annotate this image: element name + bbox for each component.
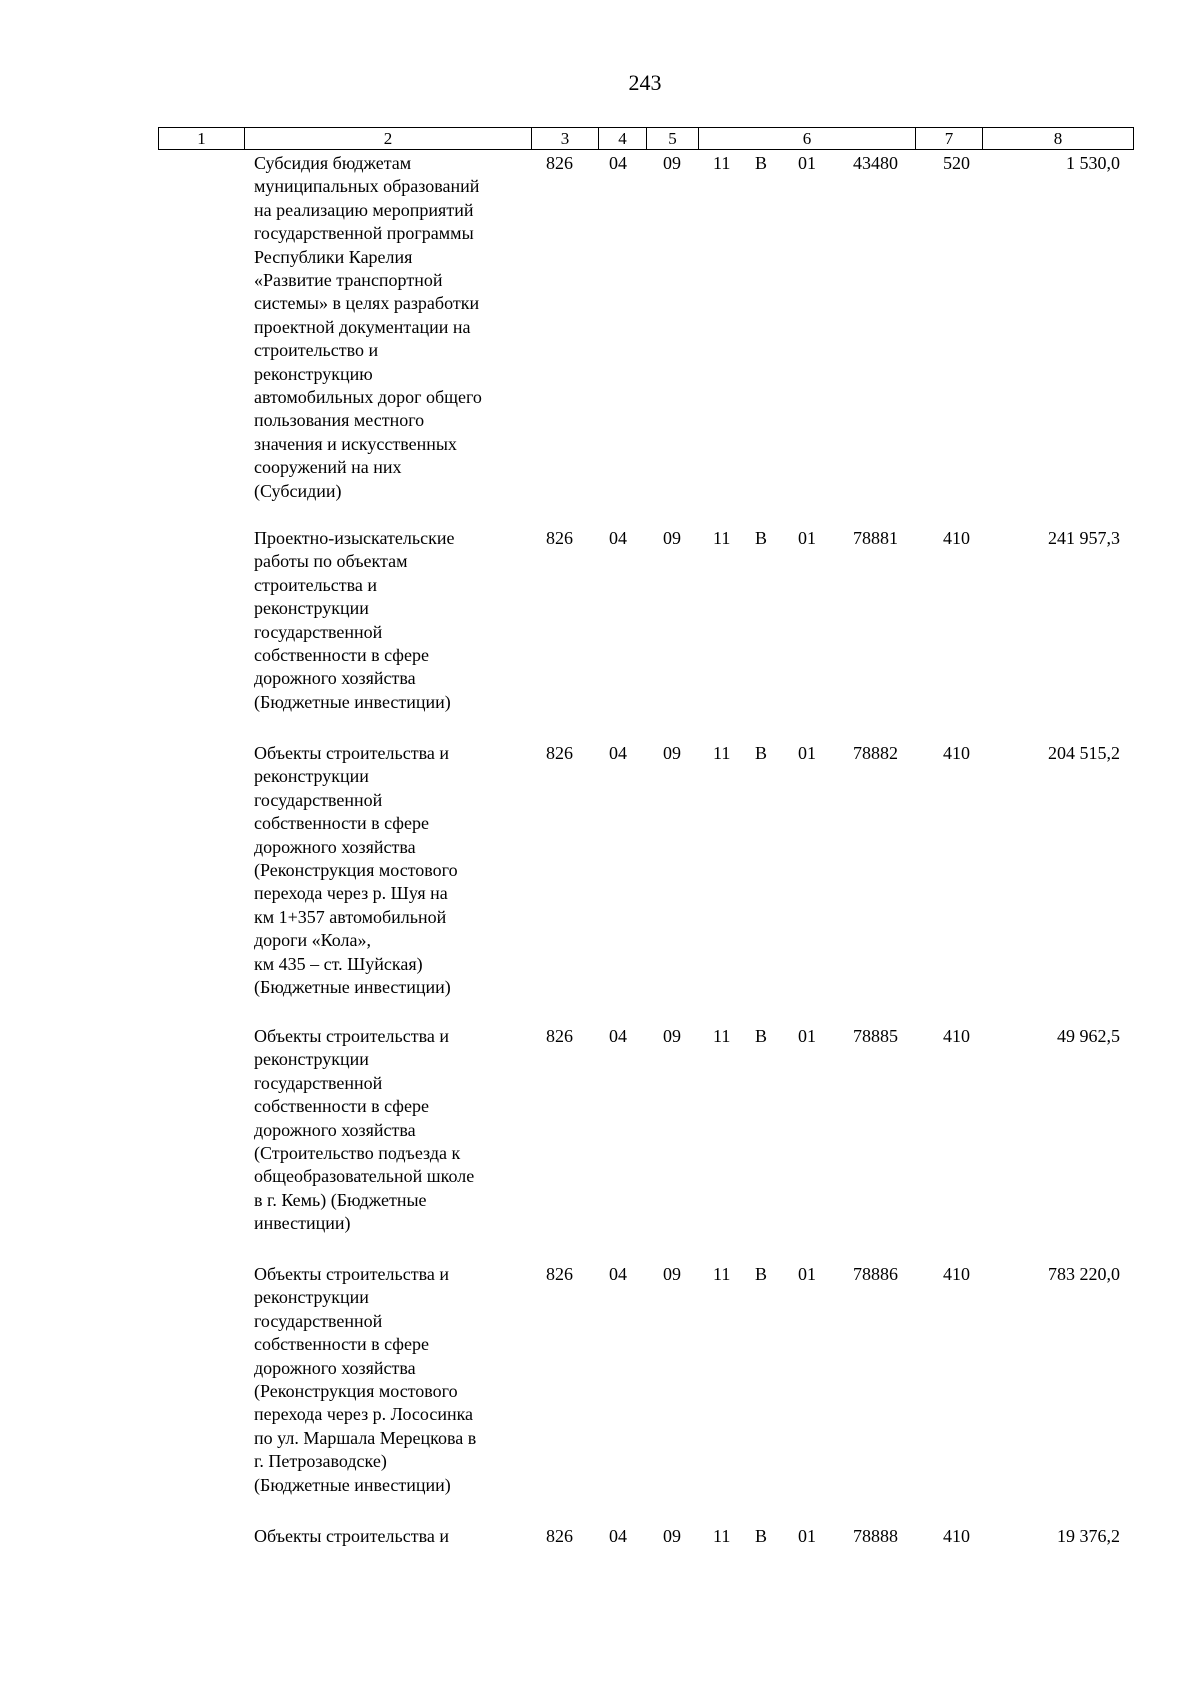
target-article-part-3: 01 — [798, 153, 816, 173]
subsection-code: 09 — [663, 1026, 681, 1046]
amount: 204 515,2 — [1048, 743, 1120, 763]
description-line: собственности в сфере — [254, 813, 429, 834]
description-line: общеобразовательной школе — [254, 1166, 475, 1187]
target-article-part-2: В — [755, 528, 768, 548]
description-line: системы» в целях разработки — [254, 293, 480, 314]
description-line: строительства и — [254, 574, 377, 595]
grbs-code: 826 — [546, 743, 573, 763]
expense-type-code: 520 — [943, 153, 970, 173]
description-line: Объекты строительства и — [254, 743, 449, 763]
amount: 49 962,5 — [1057, 1026, 1120, 1046]
target-article-part-2: В — [755, 153, 768, 173]
description-line: государственной — [254, 789, 383, 810]
subsection-code: 09 — [663, 528, 681, 548]
target-article-part-4: 43480 — [853, 153, 898, 173]
target-article-part-1: 11 — [713, 743, 731, 763]
description-line: Объекты строительства и — [254, 1264, 449, 1284]
description-line: дорожного хозяйства — [254, 1119, 416, 1140]
column-number-header — [158, 127, 1134, 150]
expense-type-code: 410 — [943, 1264, 970, 1284]
subsection-code: 09 — [663, 153, 681, 173]
description-line: по ул. Маршала Мерецкова в — [254, 1427, 477, 1448]
row-description — [254, 1263, 520, 1497]
description-line: строительство и — [254, 340, 379, 361]
subsection-code: 09 — [663, 1264, 681, 1284]
header-cell: 5 — [647, 128, 699, 150]
row-description — [254, 152, 520, 503]
section-code: 04 — [609, 1264, 627, 1284]
subsection-code: 09 — [663, 1526, 681, 1546]
description-line: государственной — [254, 1072, 383, 1093]
amount: 783 220,0 — [1048, 1264, 1120, 1284]
description-line: собственности в сфере — [254, 1334, 429, 1355]
amount: 1 530,0 — [1066, 153, 1120, 173]
row-description — [254, 527, 520, 714]
description-line: пользования местного — [254, 410, 425, 431]
description-line: дорожного хозяйства — [254, 668, 416, 689]
target-article-part-1: 11 — [713, 1526, 731, 1546]
description-line: Объекты строительства и — [254, 1526, 449, 1546]
description-line: реконструкции — [254, 766, 369, 787]
row-description — [254, 1025, 520, 1236]
target-article-part-4: 78881 — [853, 528, 898, 548]
target-article-part-1: 11 — [713, 1026, 731, 1046]
description-line: на реализацию мероприятий — [254, 199, 474, 220]
description-line: собственности в сфере — [254, 645, 429, 666]
description-line: Проектно-изыскательские — [254, 528, 455, 548]
header-cell: 8 — [983, 128, 1134, 150]
target-article-part-1: 11 — [713, 1264, 731, 1284]
expense-type-code: 410 — [943, 1026, 970, 1046]
description-line: проектной документации на — [254, 316, 471, 337]
description-line: (Бюджетные инвестиции) — [254, 1474, 451, 1495]
target-article-part-3: 01 — [798, 528, 816, 548]
description-line: перехода через р. Шуя на — [254, 883, 448, 904]
description-line: муниципальных образований — [254, 176, 480, 197]
description-line: инвестиции) — [254, 1213, 351, 1234]
description-line: Республики Карелия — [254, 246, 413, 267]
target-article-part-2: В — [755, 1264, 768, 1284]
target-article-part-3: 01 — [798, 1526, 816, 1546]
page-number: 243 — [628, 70, 662, 95]
grbs-code: 826 — [546, 1526, 573, 1546]
target-article-part-3: 01 — [798, 1264, 816, 1284]
grbs-code: 826 — [546, 528, 573, 548]
header-cell: 1 — [159, 128, 245, 150]
description-line: (Реконструкция мостового — [254, 1381, 458, 1402]
grbs-code: 826 — [546, 153, 573, 173]
section-code: 04 — [609, 528, 627, 548]
description-line: км 1+357 автомобильной — [254, 906, 447, 927]
amount: 241 957,3 — [1048, 528, 1120, 548]
header-cell: 4 — [599, 128, 647, 150]
description-line: реконструкцию — [254, 363, 373, 384]
description-line: Объекты строительства и — [254, 1026, 449, 1046]
target-article-part-3: 01 — [798, 743, 816, 763]
description-line: г. Петрозаводске) — [254, 1451, 387, 1472]
expense-type-code: 410 — [943, 743, 970, 763]
target-article-part-4: 78882 — [853, 743, 898, 763]
header-cell: 7 — [916, 128, 983, 150]
description-line: государственной программы — [254, 223, 474, 244]
description-line: реконструкции — [254, 1049, 369, 1070]
header-cell: 6 — [699, 128, 916, 150]
row-description — [254, 742, 520, 999]
target-article-part-1: 11 — [713, 528, 731, 548]
description-line: дороги «Кола», — [254, 930, 372, 951]
grbs-code: 826 — [546, 1264, 573, 1284]
description-line: дорожного хозяйства — [254, 1357, 416, 1378]
row-description — [254, 1525, 520, 1548]
description-line: автомобильных дорог общего — [254, 387, 482, 408]
subsection-code: 09 — [663, 743, 681, 763]
target-article-part-4: 78885 — [853, 1026, 898, 1046]
description-line: (Реконструкция мостового — [254, 860, 458, 881]
description-line: реконструкции — [254, 598, 369, 619]
description-line: государственной — [254, 1310, 383, 1331]
description-line: (Бюджетные инвестиции) — [254, 691, 451, 712]
section-code: 04 — [609, 1026, 627, 1046]
description-line: «Развитие транспортной — [254, 270, 443, 291]
target-article-part-2: В — [755, 1026, 768, 1046]
section-code: 04 — [609, 743, 627, 763]
target-article-part-1: 11 — [713, 153, 731, 173]
description-line: (Строительство подъезда к — [254, 1143, 461, 1164]
description-line: Субсидия бюджетам — [254, 153, 412, 173]
description-line: перехода через р. Лососинка — [254, 1404, 474, 1425]
section-code: 04 — [609, 153, 627, 173]
amount: 19 376,2 — [1057, 1526, 1120, 1546]
target-article-part-2: В — [755, 1526, 768, 1546]
grbs-code: 826 — [546, 1026, 573, 1046]
description-line: государственной — [254, 621, 383, 642]
target-article-part-4: 78886 — [853, 1264, 898, 1284]
description-line: (Бюджетные инвестиции) — [254, 977, 451, 998]
description-line: собственности в сфере — [254, 1096, 429, 1117]
description-line: (Субсидии) — [254, 480, 342, 501]
description-line: км 435 – ст. Шуйская) — [254, 953, 423, 974]
description-line: дорожного хозяйства — [254, 836, 416, 857]
target-article-part-3: 01 — [798, 1026, 816, 1046]
header-cell: 2 — [245, 128, 532, 150]
target-article-part-2: В — [755, 743, 768, 763]
description-line: в г. Кемь) (Бюджетные — [254, 1189, 427, 1210]
header-cell: 3 — [532, 128, 599, 150]
description-line: реконструкции — [254, 1287, 369, 1308]
target-article-part-4: 78888 — [853, 1526, 898, 1546]
description-line: работы по объектам — [254, 551, 408, 572]
header-row — [159, 128, 1134, 150]
description-line: значения и искусственных — [254, 433, 457, 454]
section-code: 04 — [609, 1526, 627, 1546]
description-line: сооружений на них — [254, 457, 402, 478]
expense-type-code: 410 — [943, 1526, 970, 1546]
expense-type-code: 410 — [943, 528, 970, 548]
